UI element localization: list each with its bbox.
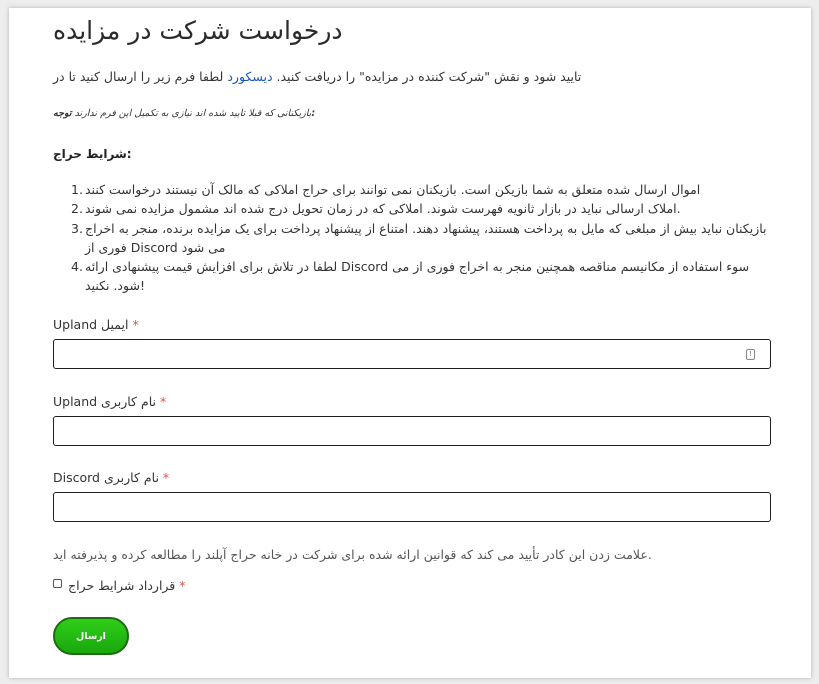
rule-text: بازیکنان نباید بیش از مبلغی که مایل به پرداخت هستند، پیشنهاد دهند. امتناع از پیشنهاد پرداخت برای یک مزایده برنده، منجر به اخراج فوری از Discord می شود <box>85 220 767 255</box>
email-label-text: Upland ایمیل <box>53 317 129 332</box>
terms-checkbox[interactable] <box>53 579 62 588</box>
rule-text: لطفا در تلاش برای افزایش قیمت پیشنهادی ارائه Discord سوء استفاده از مکانیسم مناقصه همچنین منجر به اخراج فوری از می شود. نکنید! <box>85 259 750 294</box>
terms-heading: شرایط حراج: <box>53 147 132 161</box>
note-label: توجه: <box>53 108 316 119</box>
required-mark: * <box>132 317 139 332</box>
email-field-label <box>53 316 139 334</box>
note-body: بازیکنانی که قبلا تایید شده اند نیازی به تکمیل این فرم ندارند <box>74 108 312 119</box>
upland-email-input[interactable] <box>53 339 771 369</box>
rule-text: اموال ارسال شده متعلق به شما بازیکن است. بازیکنان نمی توانند برای حراج املاکی که مالک آن نیستند درخواست کنند <box>85 182 701 197</box>
rules-list <box>71 180 771 296</box>
discord-username-input[interactable] <box>53 492 771 522</box>
rule-item <box>71 180 771 199</box>
rule-item <box>71 257 771 296</box>
form-card <box>9 8 811 678</box>
page-title: درخواست شرکت در مزایده <box>53 16 343 45</box>
agreement-text: علامت زدن این کادر تأیید می کند که قوانین ارائه شده برای شرکت در خانه حراج آپلند را مطالعه کرده و پذیرفته اید. <box>53 547 652 562</box>
submit-button[interactable]: ارسال <box>53 617 129 655</box>
username-field-label <box>53 393 166 411</box>
rule-number: 4. <box>71 259 83 275</box>
intro-text-before: لطفا فرم زیر را ارسال کنید تا در <box>53 69 224 84</box>
rule-item <box>71 219 771 258</box>
rule-number: 3. <box>71 220 83 236</box>
intro-text-after: تایید شود و نقش "شرکت کننده در مزایده" را دریافت کنید. <box>276 69 582 84</box>
rule-text: املاک ارسالی نباید در بازار ثانویه فهرست شوند. املاکی که در زمان تحویل درج شده اند مشمول مزایده نمی شوند. <box>85 201 681 217</box>
required-mark: * <box>179 578 186 593</box>
rule-number: 1. <box>71 182 83 197</box>
rule-number: 2. <box>71 201 83 217</box>
username-label-text: Upland نام کاربری <box>53 394 157 409</box>
discord-link[interactable]: دیسکورد <box>227 69 273 84</box>
autofill-icon[interactable]: ! <box>746 349 755 360</box>
note-text <box>53 107 315 121</box>
intro-text <box>53 68 581 86</box>
terms-checkbox-text[interactable]: قرارداد شرایط حراج <box>68 578 176 593</box>
terms-checkbox-label[interactable] <box>68 577 186 595</box>
upland-username-input[interactable] <box>53 416 771 446</box>
required-mark: * <box>160 394 167 409</box>
required-mark: * <box>162 470 170 485</box>
discord-label-text: Discord نام کاربری <box>53 470 159 485</box>
rule-item <box>71 199 771 218</box>
discord-field-label <box>53 469 169 487</box>
